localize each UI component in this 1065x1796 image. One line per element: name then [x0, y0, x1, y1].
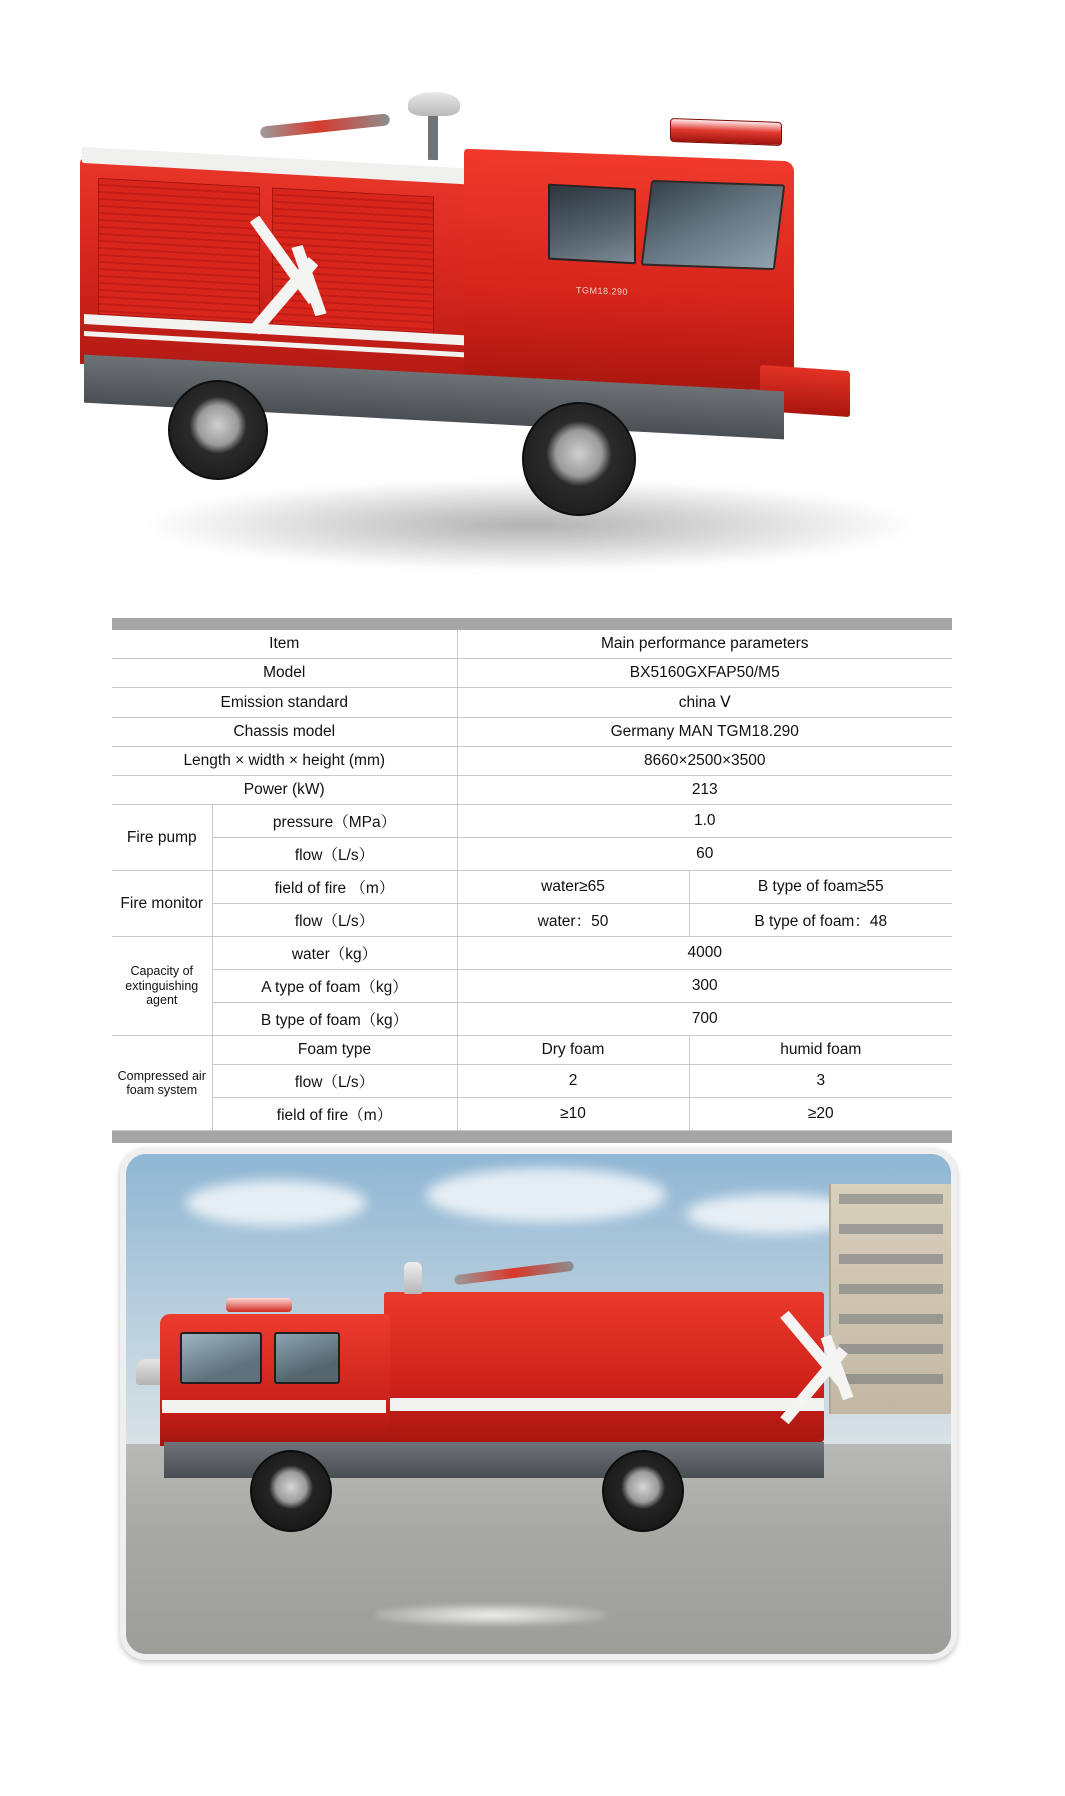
truck-body-box [80, 159, 480, 386]
table-bottom-bar [112, 1131, 952, 1143]
product-outdoor-photo [120, 1148, 957, 1660]
cab-side-window [274, 1332, 340, 1384]
row-label: Power (kW) [112, 776, 457, 805]
chevron-graphic [230, 242, 350, 355]
rear-wheel [602, 1450, 684, 1532]
truck-body-box [384, 1292, 824, 1442]
cloud [186, 1180, 366, 1226]
chassis-badge: TGM18.290 [576, 285, 629, 297]
row-label: water（kg） [212, 937, 457, 970]
hero-stage [60, 90, 1010, 530]
table-row [112, 904, 952, 937]
table-row [112, 747, 952, 776]
row-group-fire-pump: Fire pump [112, 805, 212, 871]
row-value-right: B type of foam：48 [689, 904, 952, 937]
row-value: Germany MAN TGM18.290 [457, 718, 952, 747]
row-label: pressure（MPa） [212, 805, 457, 838]
emergency-lightbar [226, 1298, 292, 1312]
row-group-cafs: Compressed air foam system [112, 1036, 212, 1131]
table-row [112, 838, 952, 871]
mast-lamp-head [408, 92, 460, 116]
row-value: 1.0 [457, 805, 952, 838]
row-label: Emission standard [112, 688, 457, 718]
row-group-capacity: Capacity of extinguishing agent [112, 937, 212, 1036]
row-label: field of fire （m） [212, 871, 457, 904]
chevron-graphic [764, 1340, 874, 1426]
table-row [112, 718, 952, 747]
row-value: 4000 [457, 937, 952, 970]
table-row-header [112, 630, 952, 659]
cloud [426, 1168, 666, 1222]
table-row [112, 1098, 952, 1131]
rear-wheel [168, 380, 268, 480]
row-label: flow（L/s） [212, 1065, 457, 1098]
row-value-right: 3 [689, 1065, 952, 1098]
row-value: china Ⅴ [457, 688, 952, 718]
windshield [641, 180, 786, 270]
row-value-left: Dry foam [457, 1036, 689, 1065]
row-value: BX5160GXFAP50/M5 [457, 659, 952, 688]
roof-fire-monitor [260, 113, 391, 139]
row-value-right: humid foam [689, 1036, 952, 1065]
body-stripe [384, 1398, 824, 1411]
row-value: 213 [457, 776, 952, 805]
outdoor-truck [154, 1274, 854, 1514]
row-value-right: B type of foam≥55 [689, 871, 952, 904]
table-row [112, 659, 952, 688]
row-label: field of fire（m） [212, 1098, 457, 1131]
row-value-right: ≥20 [689, 1098, 952, 1131]
row-value-left: ≥10 [457, 1098, 689, 1131]
table-row [112, 776, 952, 805]
row-value: 700 [457, 1003, 952, 1036]
mast-lamp-head [404, 1262, 422, 1294]
row-label: Model [112, 659, 457, 688]
row-group-fire-monitor: Fire monitor [112, 871, 212, 937]
water-puddle [376, 1604, 606, 1626]
row-label: Chassis model [112, 718, 457, 747]
row-value: 8660×2500×3500 [457, 747, 952, 776]
header-value-cell: Main performance parameters [457, 630, 952, 659]
table-row [112, 805, 952, 838]
table-row [112, 937, 952, 970]
table-row [112, 871, 952, 904]
table-row [112, 1065, 952, 1098]
front-wheel [250, 1450, 332, 1532]
row-label: Foam type [212, 1036, 457, 1065]
row-value-left: water≥65 [457, 871, 689, 904]
ground-shadow [150, 480, 910, 570]
row-value-left: 2 [457, 1065, 689, 1098]
row-value-left: water：50 [457, 904, 689, 937]
cab-stripe [162, 1400, 386, 1413]
table-row [112, 1036, 952, 1065]
specification-table-wrapper [112, 618, 952, 1143]
row-label: flow（L/s） [212, 904, 457, 937]
cab-side-window [548, 184, 636, 265]
row-label: Length × width × height (mm) [112, 747, 457, 776]
table-row [112, 970, 952, 1003]
row-value: 60 [457, 838, 952, 871]
emergency-lightbar [670, 118, 782, 146]
header-item-cell: Item [112, 630, 457, 659]
specification-table [112, 630, 952, 1131]
table-row [112, 688, 952, 718]
table-top-bar [112, 618, 952, 630]
windshield [180, 1332, 262, 1384]
row-label: A type of foam（kg） [212, 970, 457, 1003]
table-row [112, 1003, 952, 1036]
product-hero-image [0, 0, 1065, 600]
row-label: B type of foam（kg） [212, 1003, 457, 1036]
front-wheel [522, 402, 636, 516]
row-value: 300 [457, 970, 952, 1003]
row-label: flow（L/s） [212, 838, 457, 871]
